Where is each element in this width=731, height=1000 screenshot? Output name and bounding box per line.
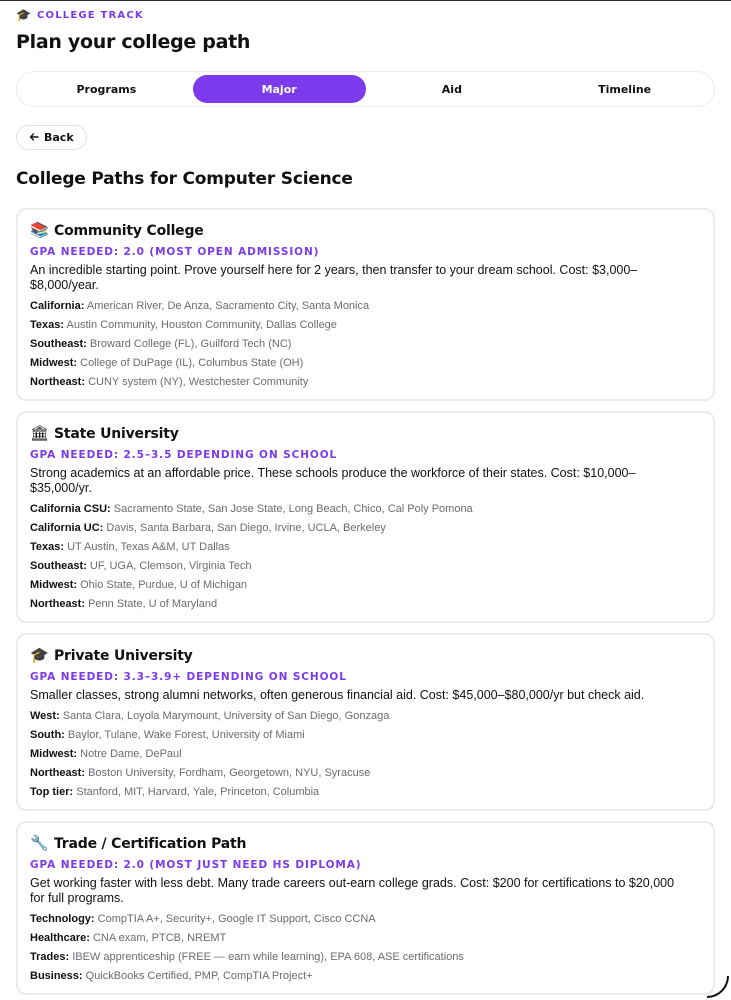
region-label: California CSU:: [30, 503, 111, 515]
school-row: [30, 786, 701, 799]
brand: [16, 8, 715, 22]
graduation-cap-icon: 🎓: [30, 647, 49, 664]
school-names: CompTIA A+, Security+, Google IT Support, Cisco CCNA: [97, 913, 376, 925]
school-list: [30, 503, 701, 611]
school-row: [30, 970, 701, 983]
school-names: Santa Clara, Loyola Marymount, University of San Diego, Gonzaga: [62, 710, 390, 722]
school-names: Ohio State, Purdue, U of Michigan: [80, 579, 248, 591]
school-list: [30, 300, 701, 389]
section-title: College Paths for Computer Science: [16, 169, 353, 189]
school-row: [30, 560, 701, 573]
school-names: Sacramento State, San Jose State, Long Beach, Chico, Cal Poly Pomona: [113, 503, 473, 515]
graduation-cap-icon: 🎓: [16, 8, 31, 22]
school-row: [30, 748, 701, 761]
region-label: California:: [30, 300, 85, 312]
school-names: Baylor, Tulane, Wake Forest, University of Miami: [67, 729, 305, 741]
gpa-requirement: GPA NEEDED: 3.3–3.9+ DEPENDING ON SCHOOL: [30, 671, 347, 683]
school-row: [30, 503, 701, 516]
school-list: [30, 913, 701, 983]
school-names: CNA exam, PTCB, NREMT: [92, 932, 227, 944]
gpa-requirement: GPA NEEDED: 2.5–3.5 DEPENDING ON SCHOOL: [30, 449, 338, 461]
school-row: [30, 338, 701, 351]
school-names: Austin Community, Houston Community, Dallas College: [66, 319, 337, 331]
path-description: An incredible starting point. Prove yourself here for 2 years, then transfer to your dream school. Cost: $3,000–$8,000/year.: [30, 263, 638, 292]
path-card-header: [30, 424, 701, 444]
region-label: Midwest:: [30, 579, 78, 591]
school-row: [30, 767, 701, 780]
school-row: [30, 913, 701, 926]
school-row: [30, 932, 701, 945]
region-label: Northeast:: [30, 598, 86, 610]
wrench-icon: 🔧: [30, 835, 49, 852]
brand-label: COLLEGE TRACK: [36, 9, 144, 21]
school-row: [30, 522, 701, 535]
region-label: Texas:: [30, 541, 65, 553]
back-label: Back: [44, 131, 74, 144]
tab-programs[interactable]: Programs: [76, 82, 137, 96]
region-label: Technology:: [30, 913, 95, 925]
school-row: [30, 598, 701, 611]
arrow-left-icon: [29, 132, 39, 144]
school-list: [30, 710, 701, 799]
school-names: Boston University, Fordham, Georgetown, NYU, Syracuse: [88, 767, 371, 779]
page-title: Plan your college path: [16, 31, 251, 53]
gpa-requirement: GPA NEEDED: 2.0 (MOST OPEN ADMISSION): [30, 246, 320, 258]
school-names: College of DuPage (IL), Columbus State (OH): [80, 357, 304, 369]
path-card: [16, 208, 715, 401]
path-description: Get working faster with less debt. Many trade careers out-earn college grads. Cost: $200 for certifications to $20,000 for full programs.: [30, 876, 675, 905]
region-label: South:: [30, 729, 65, 741]
tab-timeline[interactable]: Timeline: [598, 82, 652, 96]
school-row: [30, 541, 701, 554]
window-top-border: [0, 0, 731, 1]
school-names: Broward College (FL), Guilford Tech (NC): [89, 338, 292, 350]
path-name: Private University: [54, 648, 193, 664]
school-names: Davis, Santa Barbara, San Diego, Irvine, UCLA, Berkeley: [106, 522, 386, 534]
books-icon: 📚: [30, 222, 49, 239]
path-description: Strong academics at an affordable price. These schools produce the workforce of their states. Cost: $10,000–$35,000/yr.: [30, 466, 636, 495]
region-label: California UC:: [30, 522, 104, 534]
path-name: Community College: [54, 223, 204, 239]
tab-major[interactable]: Major: [193, 75, 366, 103]
school-row: [30, 357, 701, 370]
tab-bar: [16, 71, 715, 107]
path-card: [16, 411, 715, 623]
path-card-header: [30, 221, 701, 241]
school-row: [30, 710, 701, 723]
school-names: IBEW apprenticeship (FREE — earn while learning), EPA 608, ASE certifications: [72, 951, 464, 963]
school-row: [30, 300, 701, 313]
path-card: [16, 821, 715, 995]
school-names: CUNY system (NY), Westchester Community: [88, 376, 309, 388]
region-label: Northeast:: [30, 376, 86, 388]
school-names: UF, UGA, Clemson, Virginia Tech: [89, 560, 252, 572]
region-label: Southeast:: [30, 560, 87, 572]
school-row: [30, 579, 701, 592]
region-label: West:: [30, 710, 60, 722]
path-description: Smaller classes, strong alumni networks, often generous financial aid. Cost: $45,000–$80,000/yr but check aid.: [30, 688, 645, 702]
school-row: [30, 319, 701, 332]
path-list: [16, 208, 715, 995]
school-row: [30, 729, 701, 742]
school-row: [30, 376, 701, 389]
path-card-header: [30, 834, 701, 854]
classical-building-icon: 🏛: [30, 425, 50, 442]
region-label: Texas:: [30, 319, 65, 331]
path-name: State University: [54, 426, 179, 442]
region-label: Midwest:: [30, 748, 78, 760]
school-names: Stanford, MIT, Harvard, Yale, Princeton, Columbia: [76, 786, 320, 798]
region-label: Trades:: [30, 951, 70, 963]
school-names: UT Austin, Texas A&M, UT Dallas: [67, 541, 230, 553]
school-row: [30, 951, 701, 964]
region-label: Midwest:: [30, 357, 78, 369]
region-label: Top tier:: [30, 786, 74, 798]
path-card-header: [30, 646, 701, 666]
school-names: American River, De Anza, Sacramento City, Santa Monica: [86, 300, 370, 312]
region-label: Business:: [30, 970, 83, 982]
tab-aid[interactable]: Aid: [441, 82, 462, 96]
school-names: Penn State, U of Maryland: [88, 598, 218, 610]
school-names: Notre Dame, DePaul: [80, 748, 182, 760]
back-button[interactable]: [16, 125, 87, 150]
path-name: Trade / Certification Path: [54, 836, 247, 852]
school-names: QuickBooks Certified, PMP, CompTIA Project+: [85, 970, 313, 982]
region-label: Northeast:: [30, 767, 86, 779]
gpa-requirement: GPA NEEDED: 2.0 (MOST JUST NEED HS DIPLOMA): [30, 859, 362, 871]
path-card: [16, 633, 715, 811]
region-label: Healthcare:: [30, 932, 90, 944]
region-label: Southeast:: [30, 338, 87, 350]
